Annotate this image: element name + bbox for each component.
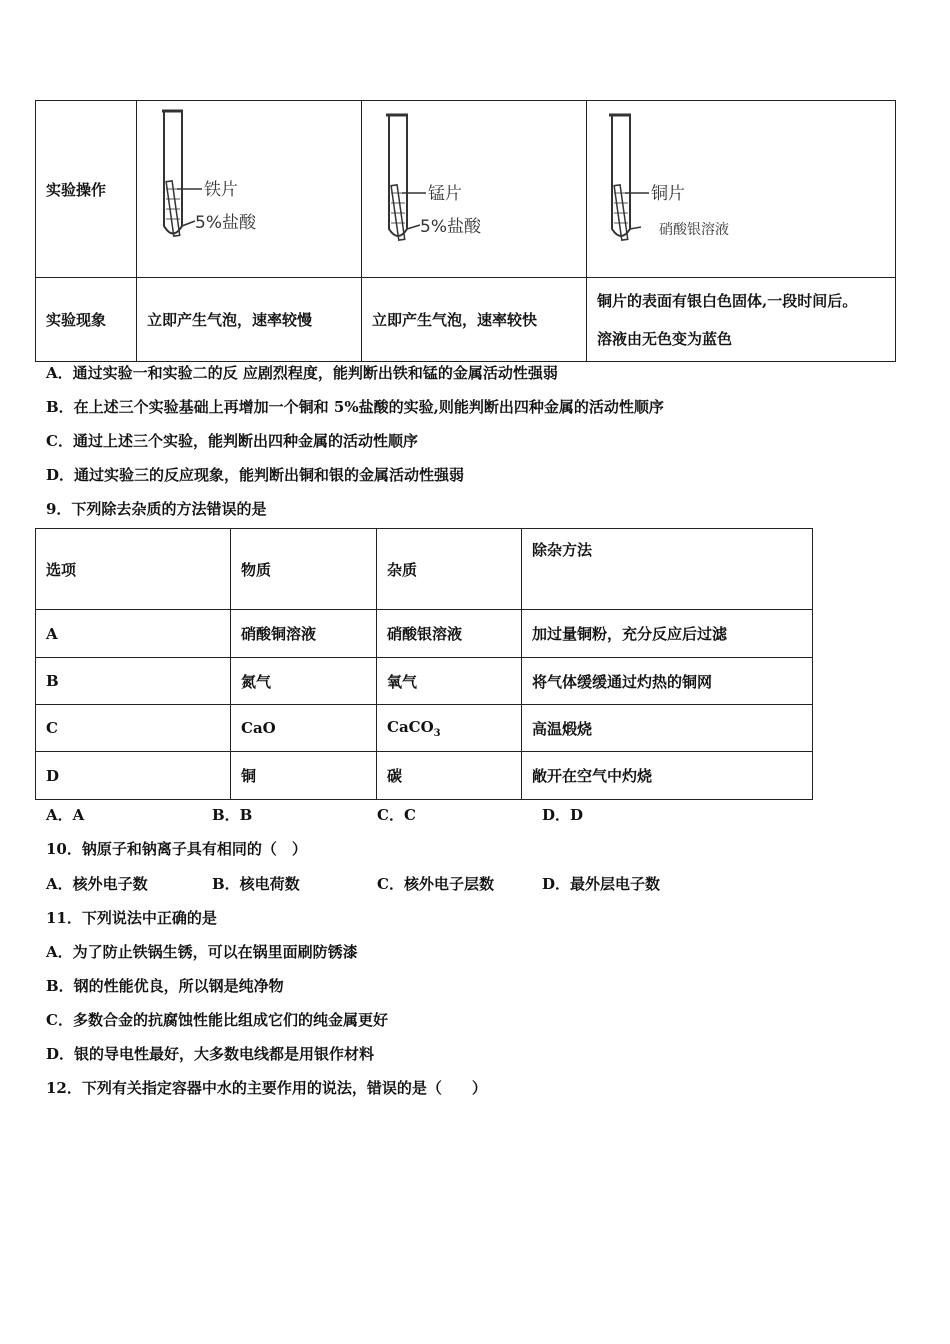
experiment-table: [35, 100, 896, 362]
table-row: [36, 752, 813, 800]
q8-option-c: C．通过上述三个实验，能判断出四种金属的活动性顺序: [46, 432, 418, 450]
q9-row-a-substance: 硝酸铜溶液: [231, 610, 377, 658]
q10-choice-c: C．核外电子层数: [377, 875, 494, 893]
svg-text:铁片: 铁片: [204, 180, 238, 200]
svg-text:锰片: 锰片: [428, 184, 462, 204]
q9-row-c-impurity-subscript: 3: [433, 727, 441, 739]
q9-header-substance: 物质: [231, 529, 377, 610]
phenomenon-3-line1: 铜片的表面有银白色固体,一段时间后。: [597, 291, 858, 310]
q9-row-d-impurity: 碳: [377, 752, 522, 800]
experiment-1-diagram: [137, 101, 362, 278]
test-tube-manganese-icon: [362, 101, 586, 273]
phenomenon-1: 立即产生气泡，速率较慢: [137, 278, 362, 362]
q10-choice-b: B．核电荷数: [212, 875, 300, 893]
q9-row-c-substance: CaO: [231, 705, 377, 752]
table-row: [36, 610, 813, 658]
q8-option-a: A．通过实验一和实验二的反 应剧烈程度，能判断出铁和锰的金属活动性强弱: [46, 364, 558, 382]
q9-row-b-option: B: [36, 658, 231, 705]
q9-choice-b: B．B: [212, 806, 253, 824]
q9-table: [35, 528, 813, 800]
q9-stem: 9．下列除去杂质的方法错误的是: [46, 500, 267, 518]
q10-choice-d: D．最外层电子数: [542, 875, 661, 893]
q10-choice-a: A．核外电子数: [46, 875, 148, 893]
phenomenon-3: [587, 278, 896, 362]
q9-row-d-method: 敞开在空气中灼烧: [522, 752, 813, 800]
svg-text:铜片: 铜片: [651, 184, 685, 204]
q9-row-c-impurity-formula: CaCO: [387, 717, 434, 736]
test-tube-iron-icon: [137, 101, 361, 273]
experiment-3-diagram: [587, 101, 896, 278]
q11-stem: 11．下列说法中正确的是: [46, 909, 217, 927]
q9-header-option: 选项: [36, 529, 231, 610]
phenomenon-3-line2: 溶液由无色变为蓝色: [597, 329, 733, 348]
q9-row-a-option: A: [36, 610, 231, 658]
q8-option-b: B．在上述三个实验基础上再增加一个铜和 5%盐酸的实验,则能判断出四种金属的活动性顺序: [46, 398, 664, 416]
q9-choice-d: D．D: [542, 806, 584, 824]
svg-text:5%盐酸: 5%盐酸: [420, 217, 481, 237]
q9-row-d-substance: 铜: [231, 752, 377, 800]
q11-option-a: A．为了防止铁锅生锈，可以在锅里面刷防锈漆: [46, 943, 358, 961]
q9-header-impurity: 杂质: [377, 529, 522, 610]
experiment-2-diagram: [362, 101, 587, 278]
q11-option-d: D．银的导电性最好，大多数电线都是用银作材料: [46, 1045, 375, 1063]
test-tube-copper-icon: [587, 101, 887, 273]
q9-choice-a: A．A: [46, 806, 85, 824]
q8-option-d: D．通过实验三的反应现象，能判断出铜和银的金属活动性强弱: [46, 466, 465, 484]
q9-row-d-option: D: [36, 752, 231, 800]
row-header-operation: 实验操作: [36, 101, 137, 278]
q9-row-b-impurity: 氧气: [377, 658, 522, 705]
q9-row-c-impurity: [377, 705, 522, 752]
q11-option-c: C．多数合金的抗腐蚀性能比组成它们的纯金属更好: [46, 1011, 388, 1029]
q9-choice-c: C．C: [377, 806, 416, 824]
q9-row-c-option: C: [36, 705, 231, 752]
q12-stem: 12．下列有关指定容器中水的主要作用的说法，错误的是（ ）: [46, 1079, 487, 1097]
table-row: [36, 658, 813, 705]
q11-option-b: B．钢的性能优良，所以钢是纯净物: [46, 977, 284, 995]
phenomenon-2: 立即产生气泡，速率较快: [362, 278, 587, 362]
q9-row-a-method: 加过量铜粉，充分反应后过滤: [522, 610, 813, 658]
svg-text:5%盐酸: 5%盐酸: [195, 213, 256, 233]
q9-row-b-substance: 氮气: [231, 658, 377, 705]
q9-row-b-method: 将气体缓缓通过灼热的铜网: [522, 658, 813, 705]
q9-row-a-impurity: 硝酸银溶液: [377, 610, 522, 658]
svg-text:硝酸银溶液: 硝酸银溶液: [659, 222, 729, 238]
row-header-phenomenon: 实验现象: [36, 278, 137, 362]
table-row: [36, 705, 813, 752]
q9-header-method: 除杂方法: [522, 529, 813, 610]
q10-stem: 10．钠原子和钠离子具有相同的（ ）: [46, 840, 307, 858]
q9-row-c-method: 高温煅烧: [522, 705, 813, 752]
